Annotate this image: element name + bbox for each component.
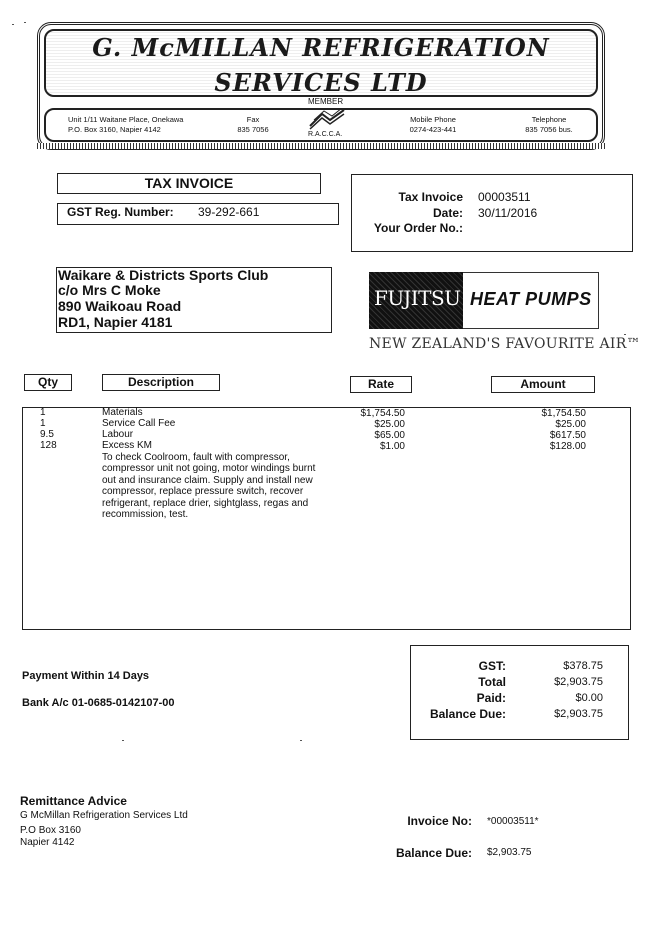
note-line: compressor unit not going, motor windings burnt: [102, 463, 316, 475]
row-rate: $1,754.50: [360, 408, 405, 419]
gst-total: $378.75: [563, 660, 603, 672]
total-amount: $2,903.75: [554, 676, 603, 688]
header-rate: Rate: [350, 376, 412, 393]
row-amount: $617.50: [549, 430, 586, 441]
company-name-line2: SERVICES LTD: [214, 68, 428, 97]
fax-label: Fax: [246, 115, 260, 124]
remittance-invoice-label: Invoice No:: [407, 814, 472, 828]
row-qty: 1: [40, 407, 46, 418]
remittance-balance: $2,903.75: [487, 847, 532, 858]
heat-pumps-label: HEAT PUMPS: [470, 289, 592, 309]
invoice-number-label: Tax Invoice: [398, 190, 463, 204]
customer-city: RD1, Napier 4181: [58, 314, 173, 330]
note-line: compressor, replace pressure switch, recover: [102, 486, 304, 498]
company-address: [68, 115, 186, 135]
balance-due-amount: $2,903.75: [554, 708, 603, 720]
customer-street: 890 Waikoau Road: [58, 298, 182, 314]
remittance-balance-label: Balance Due:: [395, 846, 472, 860]
header-amount: Amount: [491, 376, 595, 393]
row-description: Service Call Fee: [102, 418, 176, 429]
scan-speck: [122, 740, 124, 741]
invoice-number: 00003511: [478, 190, 531, 204]
note-line: refrigerant, replace drier, sightglass, regas and: [102, 497, 309, 509]
company-name-line1: G. McMILLAN REFRIGERATION: [92, 33, 550, 62]
invoice-date-label: Date:: [432, 206, 463, 220]
fax-number: 835 7056: [237, 125, 269, 134]
note-line: To check Coolroom, fault with compressor,: [102, 452, 290, 463]
row-amount: $25.00: [555, 419, 586, 430]
header-qty: Qty: [24, 374, 72, 391]
customer-name: Waikare & Districts Sports Club: [58, 267, 269, 283]
gst-total-label: GST:: [478, 659, 506, 673]
scan-speck: [12, 24, 14, 25]
mobile-number: 0274-423-441: [409, 125, 457, 134]
tax-invoice-title: TAX INVOICE: [57, 173, 321, 194]
scan-speck: [300, 740, 302, 741]
work-description-note: [102, 452, 332, 520]
row-amount: $1,754.50: [541, 408, 586, 419]
remittance-title: Remittance Advice: [20, 794, 127, 808]
address-line2: P.O. Box 3160, Napier 4142: [68, 125, 161, 134]
row-rate: $65.00: [374, 430, 405, 441]
row-description: Labour: [102, 429, 134, 440]
telephone-block: [514, 115, 584, 135]
remittance-company: G McMillan Refrigeration Services Ltd: [20, 810, 188, 821]
row-rate: $1.00: [379, 441, 405, 452]
row-rate: $25.00: [374, 419, 405, 430]
scan-speck: [24, 22, 26, 23]
racca-label: R.A.C.C.A.: [308, 131, 343, 138]
payment-terms: Payment Within 14 Days: [22, 670, 150, 682]
remittance-city: Napier 4142: [20, 837, 75, 848]
row-amount: $128.00: [549, 441, 586, 452]
mobile-block: [396, 115, 470, 135]
fujitsu-brand: FUJITSU: [374, 286, 461, 310]
fax-block: [230, 115, 276, 135]
letterhead-hatch-border: [37, 143, 605, 149]
customer-care-of: c/o Mrs C Moke: [58, 282, 161, 298]
note-line: recommission, test.: [102, 509, 189, 521]
balance-due-label: Balance Due:: [429, 707, 506, 721]
note-line: out and insurance claim. Supply and install new: [102, 474, 313, 486]
row-qty: 1: [40, 418, 46, 429]
scan-speck: [624, 334, 626, 335]
invoice-date: 30/11/2016: [478, 206, 538, 220]
racca-logo-icon: [308, 108, 346, 130]
gst-label: GST Reg. Number:: [67, 205, 174, 219]
header-description: Description: [102, 374, 220, 391]
paid-label: Paid:: [476, 691, 506, 705]
telephone-label: Telephone: [531, 115, 567, 124]
row-qty: 9.5: [40, 429, 54, 440]
mobile-label: Mobile Phone: [410, 115, 456, 124]
row-qty: 128: [40, 440, 57, 451]
address-line1: Unit 1/11 Waitane Place, Onekawa: [68, 115, 184, 124]
row-description: Materials: [102, 407, 143, 418]
member-label: MEMBER: [308, 97, 344, 106]
fujitsu-slogan: NEW ZEALAND'S FAVOURITE AIR™: [369, 336, 641, 352]
remittance-invoice-number: *00003511*: [487, 816, 539, 827]
telephone-number: 835 7056 bus.: [525, 125, 573, 134]
gst-number: 39-292-661: [198, 205, 260, 219]
order-number-label: Your Order No.:: [373, 221, 463, 235]
total-label: Total: [478, 675, 506, 689]
bank-account: Bank A/c 01-0685-0142107-00: [22, 697, 175, 709]
paid-amount: $0.00: [575, 692, 603, 704]
remittance-po-box: P.O Box 3160: [20, 825, 81, 836]
row-description: Excess KM: [102, 440, 153, 451]
